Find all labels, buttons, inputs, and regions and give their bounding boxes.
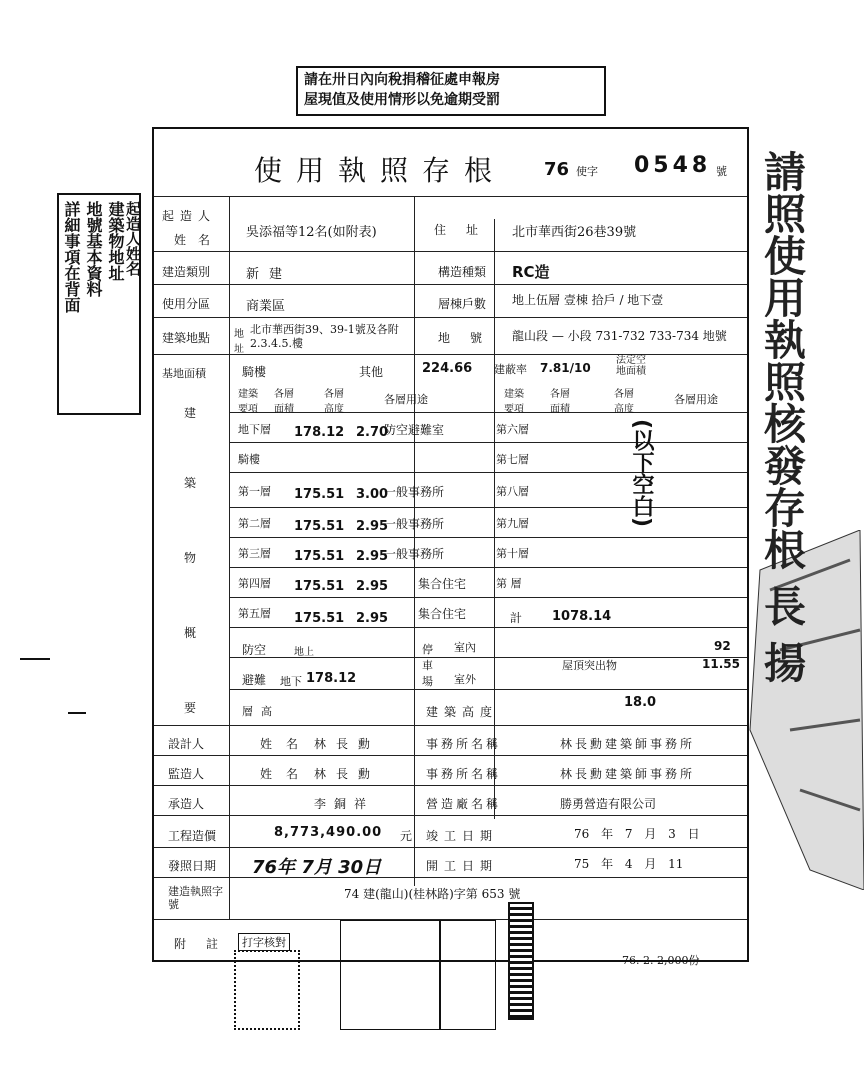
lot-label: 地號 [438, 331, 503, 345]
roof-value: 92 [714, 639, 731, 653]
col-divider [414, 196, 415, 886]
build-type: 新建 [246, 267, 293, 282]
contractor-firm-label: 營造廠名稱 [426, 797, 502, 811]
right-floor-name: 第六層 [496, 423, 529, 436]
parking-label: 停車場 [422, 643, 433, 688]
roof-value: 11.55 [702, 657, 740, 671]
row-divider [154, 196, 747, 197]
side-note-line: 地號基本資料 [84, 201, 103, 297]
row-divider [229, 689, 747, 690]
official-seal [234, 950, 300, 1030]
row-divider [154, 725, 747, 726]
section-char: 要 [184, 701, 197, 715]
typist-label: 打字核對 [238, 933, 290, 951]
row-divider [154, 785, 747, 786]
shelter-underground: 地下 [280, 675, 302, 688]
contractor-name: 李銅祥 [314, 797, 375, 811]
floor-name: 第二層 [238, 517, 271, 530]
coverage-label: 建蔽率 [494, 363, 527, 376]
cost-label: 工程造價 [168, 829, 217, 843]
address-label: 住址 [434, 223, 499, 237]
floor-name: 第四層 [238, 577, 271, 590]
floor-height: 2.95 [356, 611, 389, 626]
right-floor-name: 第八層 [496, 485, 529, 498]
right-floor-name: 第七層 [496, 453, 529, 466]
parking-outdoor: 室外 [454, 673, 476, 686]
contractor-label: 承造人 [168, 797, 205, 811]
notice-stamp [296, 66, 606, 116]
permit-value: 74 建(龍山)(桂林路)字第 653 號 [344, 887, 521, 901]
builder-name: 吳添福等12名(如附表) [246, 225, 377, 240]
site-prefix: 地址 [234, 329, 244, 355]
side-note-line: 詳細事項在背面 [62, 201, 81, 313]
margin-handwriting: 請照使用執照核發存根 長 揚 [758, 150, 807, 684]
side-note-line: 建築物地址 [106, 201, 125, 281]
row-divider [229, 472, 747, 473]
floor-area: 175.51 [294, 549, 345, 564]
floors-label: 層棟戶數 [438, 297, 487, 311]
row-divider [229, 627, 747, 628]
issue-date: 76年 7月 30日 [252, 857, 382, 878]
floor-use: 集合住宅 [418, 607, 467, 621]
row-divider [229, 442, 747, 443]
supervisor-firm: 林長勳建築師事務所 [560, 767, 696, 781]
floor-area: 175.51 [294, 579, 345, 594]
floor-height: 2.95 [356, 519, 389, 534]
floor-use: 一般事務所 [384, 485, 445, 499]
permit-year: 76 [544, 159, 570, 180]
site-label: 建築地點 [162, 331, 211, 345]
designer-label: 設計人 [168, 737, 205, 751]
row-divider [229, 597, 747, 598]
row-divider [229, 567, 747, 568]
other-area: 224.66 [422, 361, 473, 376]
open-space-label: 法定空地面積 [616, 355, 646, 377]
permit-suffix: 號 [716, 165, 727, 178]
air-raid-label: 防空 [242, 643, 267, 657]
issue-label: 發照日期 [168, 859, 217, 873]
col-header-height: 各層高度 [324, 389, 344, 415]
col-header-use: 各層用途 [384, 393, 428, 406]
designer-name-label: 姓名 [260, 737, 313, 751]
structure-value: RC造 [512, 263, 550, 281]
row-divider [154, 317, 747, 318]
row-divider [229, 507, 747, 508]
floor-height: 2.95 [356, 549, 389, 564]
floor-use: 一般事務所 [384, 547, 445, 561]
parking-indoor: 室內 [454, 641, 476, 654]
right-floor-name: 第 層 [496, 577, 522, 590]
floor-area: 175.51 [294, 611, 345, 626]
col-divider [494, 219, 495, 819]
coverage-value: 7.81/10 [540, 361, 591, 375]
margin-dash [20, 658, 50, 660]
floor-height: 3.00 [356, 487, 389, 502]
build-type-label: 建造類別 [162, 265, 211, 279]
permit-number: 0548 [634, 153, 712, 178]
supervisor-label: 監造人 [168, 767, 205, 781]
zone-value: 商業區 [246, 299, 286, 314]
start-label: 開工日期 [426, 859, 499, 873]
col-header-item: 建築要項 [238, 389, 258, 415]
structure-label: 構造種類 [438, 265, 487, 279]
floor-height: 2.95 [356, 579, 389, 594]
completion-date: 76 年 7 月 3 日 [574, 827, 700, 841]
approval-stamp [340, 920, 440, 1030]
builder-address: 北市華西街26巷39號 [512, 225, 637, 240]
row-label-other: 其他 [359, 365, 384, 379]
col-header-area-right: 各層面積 [550, 389, 570, 415]
section-char: 建 [184, 406, 197, 420]
floor-name: 第一層 [238, 485, 271, 498]
supervisor-firm-label: 事務所名稱 [426, 767, 502, 781]
print-note: 76. 2. 2,000份 [622, 954, 700, 967]
floors-value: 地上伍層 壹棟 拾戶 / 地下壹 [512, 293, 664, 307]
site-value: 北市華西街39、39-1號及各附2.3.4.5.樓 [250, 323, 399, 350]
col-header-use-right: 各層用途 [674, 393, 718, 406]
blank-note: (以下空白) [629, 419, 654, 528]
section-char: 築 [184, 476, 197, 490]
builder-label: 起造人 [162, 209, 217, 223]
shelter-area: 178.12 [306, 671, 357, 686]
notice-line-2: 屋現值及使用情形以免逾期受罰 [304, 92, 500, 108]
row-divider [154, 877, 747, 878]
firm-label: 事務所名稱 [426, 737, 502, 751]
name-label: 姓名 [174, 233, 223, 247]
shelter-label: 避難 [242, 673, 267, 687]
col-divider [229, 196, 230, 919]
col-header-area: 各層面積 [274, 389, 294, 415]
floor-use: 一般事務所 [384, 517, 445, 531]
supervisor-name: 林長勳 [314, 767, 381, 781]
row-label-arcade: 騎樓 [242, 365, 267, 379]
vertical-name-stamp [508, 902, 534, 1020]
firm-name: 林長勳建築師事務所 [560, 737, 696, 751]
col-header-item-right: 建築要項 [504, 389, 524, 415]
remarks-label: 附註 [174, 937, 239, 951]
zone-label: 使用分區 [162, 297, 211, 311]
floor-name: 地下層 [238, 423, 271, 436]
permit-prefix: 使字 [576, 165, 598, 178]
section-char: 概 [184, 626, 197, 640]
right-floor-name: 第十層 [496, 547, 529, 560]
approval-stamp [440, 920, 496, 1030]
row-divider [229, 412, 747, 413]
section-char: 物 [184, 551, 197, 565]
side-note-box [57, 193, 141, 415]
floor-area: 175.51 [294, 487, 345, 502]
floor-height: 2.70 [356, 425, 389, 440]
lot-value: 龍山段 — 小段 731-732 733-734 地號 [512, 329, 727, 343]
floor-name: 第三層 [238, 547, 271, 560]
row-divider [229, 537, 747, 538]
building-height-label: 建築高度 [426, 705, 499, 719]
floor-area: 175.51 [294, 519, 345, 534]
cost-value: 8,773,490.00 [274, 825, 383, 840]
total-label: 計 [510, 611, 523, 625]
air-raid-ground: 地上 [294, 647, 314, 658]
notice-line-1: 請在卅日內向稅捐稽征處申報房 [304, 72, 500, 88]
start-date: 75 年 4 月 11 [574, 857, 684, 871]
floor-name: 騎樓 [238, 453, 260, 466]
permit-form [152, 127, 749, 962]
margin-dash [68, 712, 86, 714]
col-header-height-right: 各層高度 [614, 389, 634, 415]
row-divider [154, 815, 747, 816]
row-divider [154, 284, 747, 285]
side-note-line: 起造人姓名 [124, 201, 142, 276]
row-divider [154, 251, 747, 252]
contractor-firm: 勝勇營造有限公司 [560, 797, 657, 811]
page-title: 使用執照存根 [254, 154, 507, 187]
height-label: 層高 [242, 705, 280, 718]
supervisor-name-label: 姓名 [260, 767, 313, 781]
permit-label: 建造執照字號 [168, 885, 223, 911]
row-divider [154, 847, 747, 848]
area-label: 基地面積 [162, 367, 206, 380]
designer-name: 林長勳 [314, 737, 381, 751]
right-floor-name: 第九層 [496, 517, 529, 530]
building-height: 18.0 [624, 695, 657, 710]
completion-label: 竣工日期 [426, 829, 499, 843]
floor-use: 防空避難室 [384, 423, 445, 437]
row-divider [154, 755, 747, 756]
cost-unit: 元 [400, 829, 413, 843]
floor-name: 第五層 [238, 607, 271, 620]
roof-label: 屋頂突出物 [562, 659, 617, 672]
floor-area: 178.12 [294, 425, 345, 440]
total-value: 1078.14 [552, 609, 612, 624]
floor-use: 集合住宅 [418, 577, 467, 591]
